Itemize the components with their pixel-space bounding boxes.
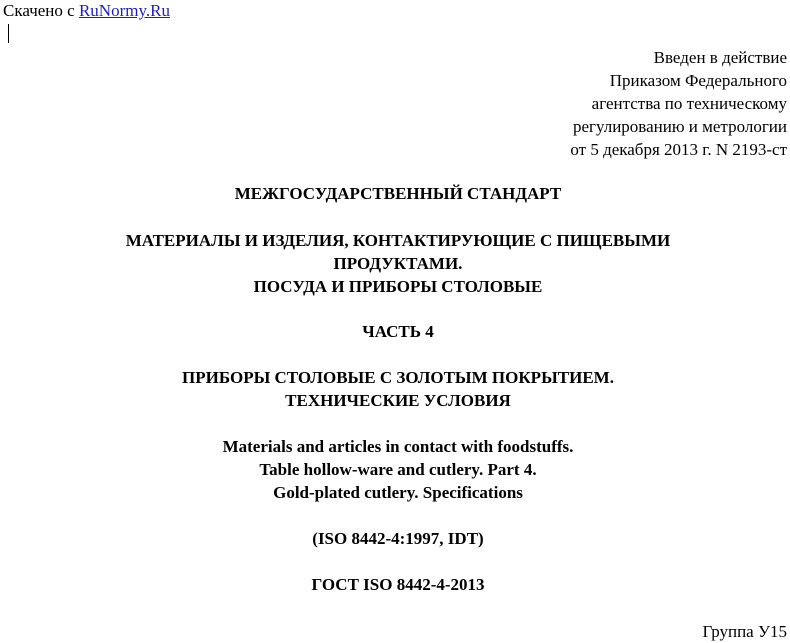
- standard-type: МЕЖГОСУДАРСТВЕННЫЙ СТАНДАРТ: [234, 184, 562, 203]
- english-line: Gold-plated cutlery. Specifications: [273, 483, 523, 502]
- english-line: Materials and articles in contact with foodstuffs.: [222, 437, 574, 456]
- part-label: ЧАСТЬ 4: [362, 322, 434, 341]
- product-line: ПРИБОРЫ СТОЛОВЫЕ С ЗОЛОТЫМ ПОКРЫТИЕМ.: [182, 368, 614, 387]
- title-line: ПРОДУКТАМИ.: [333, 254, 463, 273]
- document-title: [0, 229, 790, 298]
- text-cursor: [8, 24, 9, 43]
- enactment-line: агентства по техническому: [591, 94, 787, 113]
- source-link[interactable]: RuNormy.Ru: [78, 1, 170, 20]
- english-title: [0, 435, 790, 504]
- downloaded-prefix: Скачено с: [3, 1, 75, 20]
- iso-reference-text: (ISO 8442-4:1997, IDT): [312, 529, 484, 548]
- download-source-line: [3, 1, 170, 21]
- english-line: Table hollow-ware and cutlery. Part 4.: [259, 460, 537, 479]
- gost-number: [0, 573, 790, 596]
- part-heading: [0, 320, 790, 343]
- product-line: ТЕХНИЧЕСКИЕ УСЛОВИЯ: [285, 391, 511, 410]
- enactment-note: [570, 46, 787, 161]
- enactment-line: регулированию и метрологии: [572, 117, 787, 136]
- standard-type-heading: [0, 182, 790, 205]
- iso-reference: [0, 527, 790, 550]
- title-line: ПОСУДА И ПРИБОРЫ СТОЛОВЫЕ: [253, 277, 543, 296]
- enactment-line: от 5 декабря 2013 г. N 2193-ст: [570, 140, 787, 159]
- enactment-line: Введен в действие: [653, 48, 787, 67]
- title-line: МАТЕРИАЛЫ И ИЗДЕЛИЯ, КОНТАКТИРУЮЩИЕ С ПИЩЕВЫМИ: [125, 231, 671, 250]
- classification-group: Группа У15: [702, 622, 787, 641]
- enactment-line: Приказом Федерального: [609, 71, 787, 90]
- product-title: [0, 366, 790, 412]
- gost-number-text: ГОСТ ISO 8442-4-2013: [311, 575, 485, 594]
